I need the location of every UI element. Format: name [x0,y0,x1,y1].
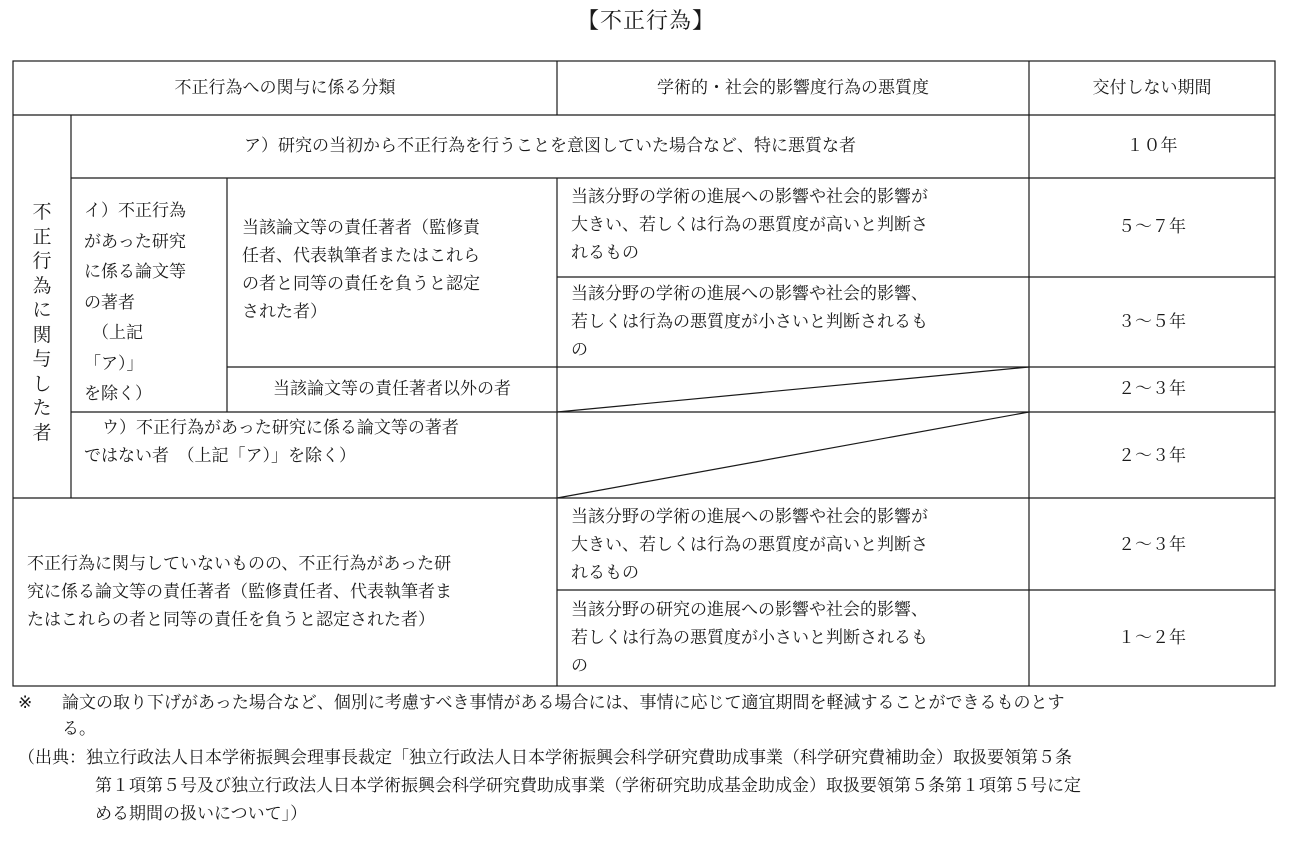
text-line: ウ）不正行為があった研究に係る論文等の著者 [102,418,459,438]
note-mark: ※ [18,693,33,713]
source-line-2: 第１項第５号及び独立行政法人日本学術振興会科学研究費助成事業（学術研究助成基金助成金）取扱要領第５条第１項第５号に定 [95,776,1081,796]
text-line: れるもの [571,243,639,263]
vertical-char: 正 [32,225,52,248]
row-non-involved-text [27,550,555,634]
text-line: があった研究 [84,231,186,252]
row-u-period: ２～３年 [1118,446,1186,466]
text-line: 大きい、若しくは行為の悪質度が高いと判断さ [571,215,928,235]
vertical-char: 与 [32,348,52,370]
row-i-high-period: ５～７年 [1118,217,1186,237]
vertical-char: に [32,299,52,321]
header-classification: 不正行為への関与に係る分類 [174,78,396,98]
row-i-label [84,196,224,410]
row-i-other-authors: 当該論文等の責任著者以外の者 [273,379,511,399]
row-non-high-period: ２～３年 [1118,535,1186,555]
row-a-period: １０年 [1126,136,1178,156]
vertical-char: 者 [32,421,52,444]
text-line: 当該論文等の責任著者（監修責 [242,218,480,238]
text-line: 当該分野の学術の進展への影響や社会的影響が [571,187,928,207]
note-line-2: る。 [62,719,96,739]
na-diagonal [557,412,1029,498]
row-i-responsible-author [242,214,554,326]
vertical-char: 為 [32,274,52,297]
row-i-high-impact [571,183,1026,267]
text-line: 不正行為に関与していないものの、不正行為があった研 [27,554,452,574]
vertical-char: た [32,397,52,419]
text-line: ではない者 （上記「ア）」を除く） [84,446,356,466]
text-line: の [571,656,588,676]
text-line: 若しくは行為の悪質度が小さいと判断されるも [571,628,928,648]
text-line: イ）不正行為 [84,201,186,221]
na-diagonal [557,367,1029,412]
vertical-char: 不 [32,201,52,223]
text-line: 当該分野の学術の進展への影響や社会的影響が [571,507,928,527]
text-line: を除く） [84,384,152,404]
text-line: に係る論文等 [84,262,186,282]
row-non-high-impact [571,503,1026,587]
row-non-low-period: １～２年 [1118,628,1186,648]
text-line: たはこれらの者と同等の責任を負うと認定された者） [27,610,435,630]
header-period: 交付しない期間 [1092,78,1212,98]
source-line-1: （出典：独立行政法人日本学術振興会理事長裁定「独立行政法人日本学術振興会科学研究費助成事業（科学研究費補助金）取扱要領第５条 [18,748,1072,768]
vertical-char: し [32,372,52,395]
row-a-text: ア）研究の当初から不正行為を行うことを意図していた場合など、特に悪質な者 [244,136,856,156]
row-u-text [84,414,554,470]
vertical-label-involved [24,200,60,445]
text-line: 「ア）」 [84,353,144,374]
text-line: の者と同等の責任を負うと認定 [242,274,480,294]
text-line: 若しくは行為の悪質度が小さいと判断されるも [571,312,928,332]
text-line: 当該分野の学術の進展への影響や社会的影響、 [571,284,928,304]
row-non-low-impact [571,596,1026,680]
page-title: 【不正行為】 [576,9,715,34]
text-line: れるもの [571,563,639,583]
source-line-3: める期間の扱いについて」） [95,804,308,824]
row-i-other-period: ２～３年 [1118,379,1186,399]
row-i-low-period: ３～５年 [1118,312,1186,332]
note-line-1: 論文の取り下げがあった場合など、個別に考慮すべき事情がある場合には、事情に応じて適宜期間を軽減することができるものとす [62,693,1065,713]
text-line: 当該分野の研究の進展への影響や社会的影響、 [571,600,928,620]
text-line: された者） [242,302,327,322]
vertical-char: 行 [32,250,52,272]
header-severity: 学術的・社会的影響度行為の悪質度 [657,78,929,98]
row-i-low-impact [571,280,1026,364]
text-line: 大きい、若しくは行為の悪質度が高いと判断さ [571,535,928,555]
vertical-char: 関 [32,323,52,346]
text-line: （上記 [92,323,143,343]
text-line: の著者 [84,292,135,313]
text-line: 任者、代表執筆者またはこれら [242,246,480,266]
text-line: の [571,340,588,360]
text-line: 究に係る論文等の責任著者（監修責任者、代表執筆者ま [27,582,452,602]
